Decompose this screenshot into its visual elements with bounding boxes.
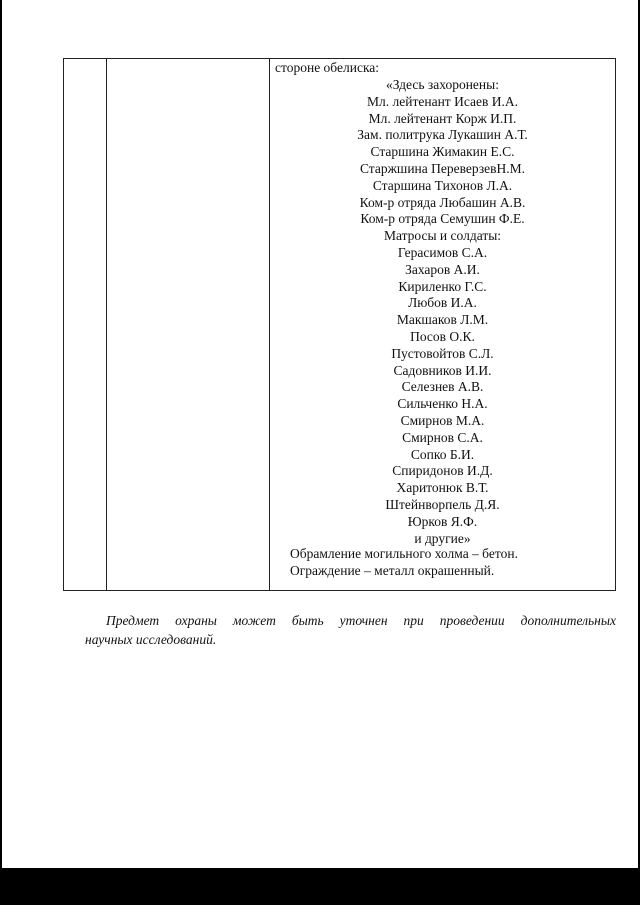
inscription-line: Пустовойтов С.Л. [391,345,494,361]
inscription-line: Спиридонов И.Д. [392,463,493,479]
inscription-line: Зам. политрука Лукашин А.Т. [357,127,528,143]
description-cell [270,59,615,590]
inscription-line: Мл. лейтенант Исаев И.А. [367,93,518,109]
page-border-left [0,0,2,868]
inscription-line: Матросы и солдаты: [383,228,502,244]
inscription-line: Селезнев А.В. [401,379,484,395]
inscription-line: Садовников И.И. [393,362,492,378]
inscription-line: Герасимов С.А. [397,244,488,260]
lead-text: стороне обелиска: [275,60,380,75]
inscription-line: Старжшина ПереверзевН.М. [359,160,526,176]
inscription-line: Старшина Тихонов Л.А. [372,177,513,193]
inscription-line: Смирнов М.А. [400,412,485,428]
closing-line: Ограждение – металл окрашенный. [290,563,495,578]
inscription-line: Штейнворпель Д.Я. [385,496,500,512]
footnote-line: Предмет охраны может быть уточнен при проведении дополнительных [106,613,616,628]
closing-text [290,545,518,579]
document-table [63,58,616,591]
inscription-line: Сопко Б.И. [410,446,475,462]
footnote [85,611,616,649]
inscription-line: Мл. лейтенант Корж И.П. [368,110,517,126]
inscription-line: Ком-р отряда Семушин Ф.Е. [360,211,525,227]
inscription-line: Старшина Жимакин Е.С. [370,144,515,160]
inscription-line: Юрков Я.Ф. [407,513,478,529]
inscription-line: Смирнов С.А. [402,429,483,445]
inscription-list [270,77,615,547]
table-column-divider [106,59,107,590]
inscription-line: Макшаков Л.М. [396,312,489,328]
footnote-line: научных исследований. [85,632,217,647]
inscription-line: Ком-р отряда Любашин А.В. [359,194,526,210]
inscription-line: Посов О.К. [410,328,475,344]
inscription-line: Любов И.А. [408,295,477,311]
inscription-line: Кириленко Г.С. [398,278,487,294]
inscription-line: Захаров А.И. [405,261,480,277]
inscription-line: и другие» [414,530,471,546]
inscription-line: Сильченко Н.А. [397,396,488,412]
inscription-line: Харитонюк В.Т. [396,480,489,496]
closing-line: Обрамление могильного холма – бетон. [290,546,518,561]
scan-bottom-band [0,868,640,905]
inscription-line: «Здесь захоронены: [386,77,499,92]
